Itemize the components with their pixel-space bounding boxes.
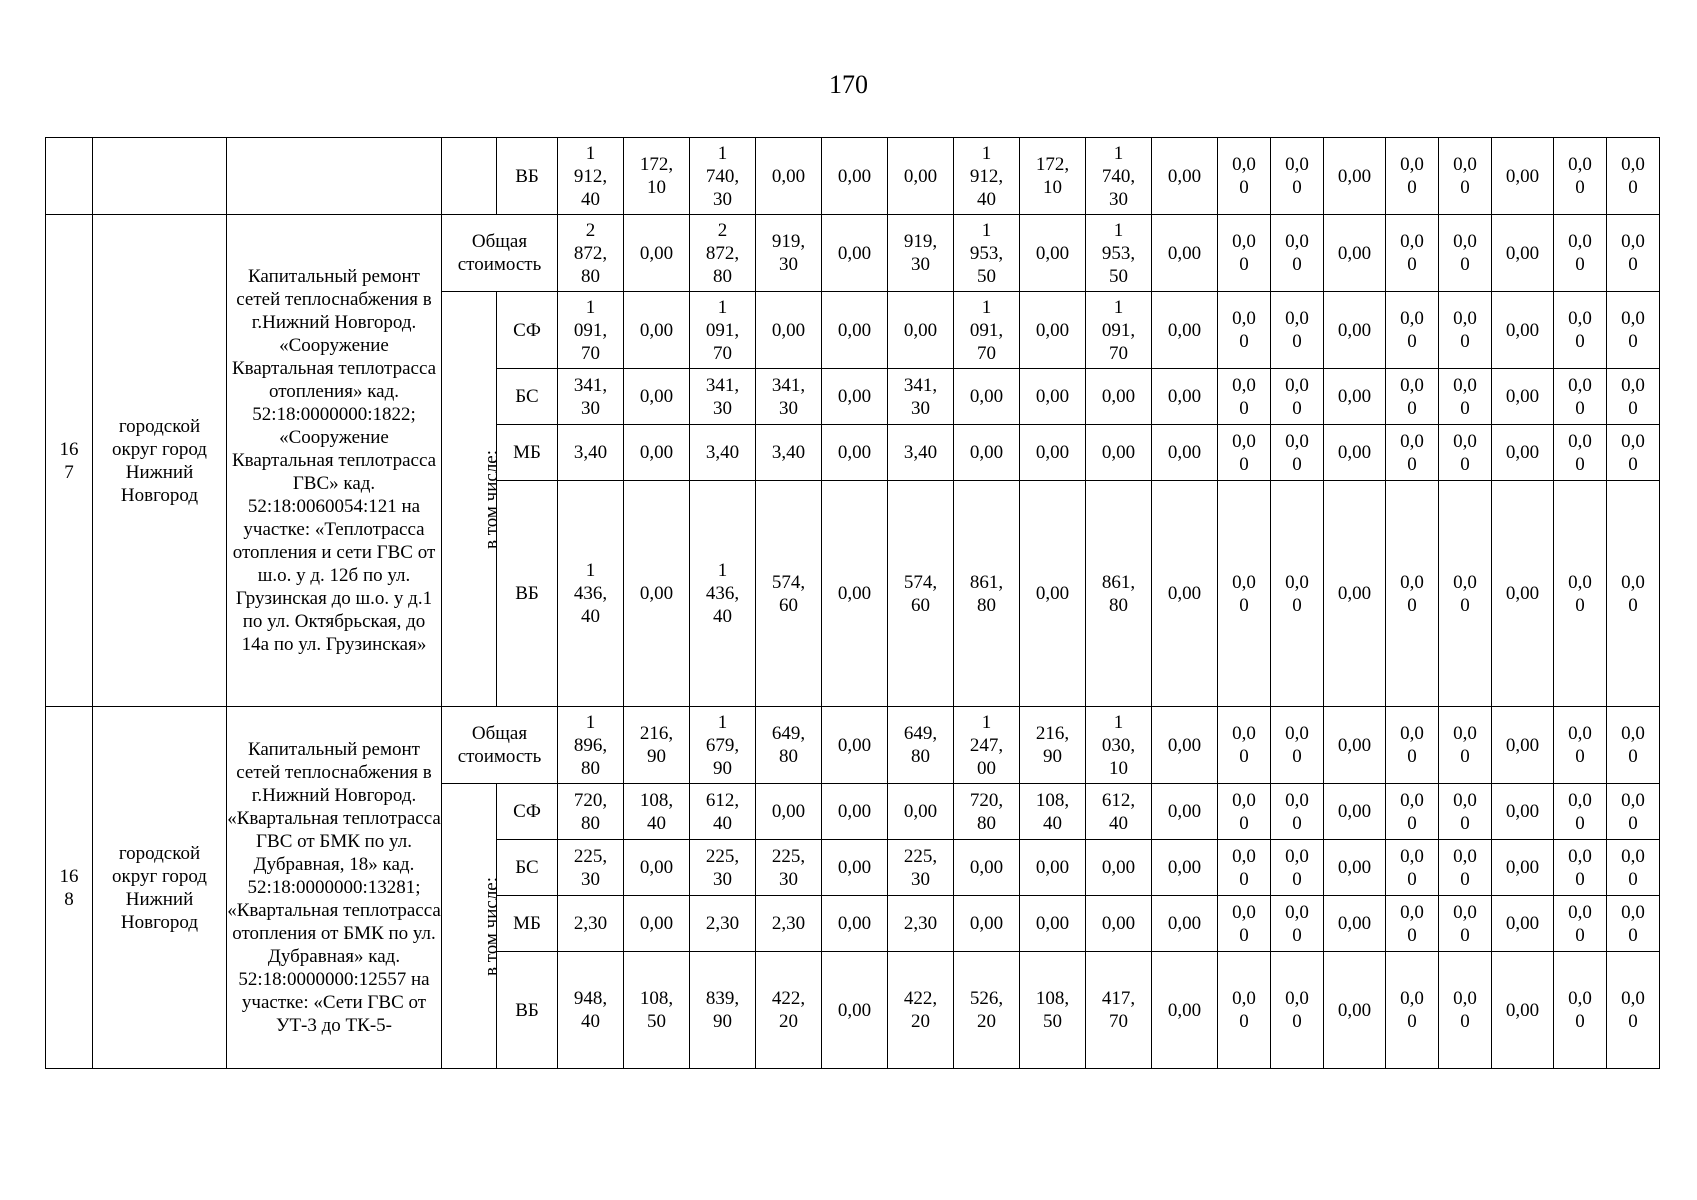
value-cell: 0,00 bbox=[624, 292, 690, 369]
value-cell: 720, 80 bbox=[558, 784, 624, 840]
value-cell: 0,0 0 bbox=[1386, 369, 1439, 425]
value-cell: 0,00 bbox=[1324, 425, 1386, 481]
value-cell: 0,00 bbox=[1492, 292, 1554, 369]
value-cell: 0,00 bbox=[1152, 481, 1218, 707]
value-cell: 0,0 0 bbox=[1554, 952, 1607, 1069]
value-cell: 0,0 0 bbox=[1271, 425, 1324, 481]
value-cell: 0,00 bbox=[624, 425, 690, 481]
total-label-cell: Общая стоимость bbox=[442, 215, 558, 292]
source-cell: ВБ bbox=[497, 138, 558, 215]
table-row bbox=[46, 215, 1660, 292]
value-cell: 0,00 bbox=[624, 369, 690, 425]
municipality-cell: городской округ город Нижний Новгород bbox=[93, 707, 227, 1069]
value-cell: 1 030, 10 bbox=[1086, 707, 1152, 784]
value-cell: 0,00 bbox=[1492, 369, 1554, 425]
value-cell: 0,0 0 bbox=[1271, 369, 1324, 425]
value-cell: 172, 10 bbox=[624, 138, 690, 215]
including-label-cell bbox=[442, 784, 503, 1069]
value-cell: 0,00 bbox=[822, 481, 888, 707]
value-cell: 341, 30 bbox=[756, 369, 822, 425]
value-cell: 0,00 bbox=[822, 896, 888, 952]
value-cell: 0,00 bbox=[1492, 784, 1554, 840]
value-cell: 0,00 bbox=[954, 896, 1020, 952]
value-cell: 0,00 bbox=[822, 215, 888, 292]
value-cell: 216, 90 bbox=[1020, 707, 1086, 784]
value-cell: 1 091, 70 bbox=[558, 292, 624, 369]
value-cell: 1 436, 40 bbox=[558, 481, 624, 707]
value-cell: 0,0 0 bbox=[1218, 784, 1271, 840]
value-cell: 0,0 0 bbox=[1439, 425, 1492, 481]
value-cell: 0,00 bbox=[1324, 138, 1386, 215]
value-cell: 0,0 0 bbox=[1554, 481, 1607, 707]
source-cell: МБ bbox=[497, 896, 558, 952]
value-cell: 0,00 bbox=[1492, 138, 1554, 215]
value-cell: 0,00 bbox=[888, 784, 954, 840]
value-cell: 1 740, 30 bbox=[690, 138, 756, 215]
value-cell: 1 247, 00 bbox=[954, 707, 1020, 784]
value-cell: 0,0 0 bbox=[1554, 369, 1607, 425]
value-cell: 3,40 bbox=[756, 425, 822, 481]
value-cell: 172, 10 bbox=[1020, 138, 1086, 215]
value-cell: 0,00 bbox=[1020, 292, 1086, 369]
value-cell: 1 091, 70 bbox=[690, 292, 756, 369]
value-cell: 0,00 bbox=[1020, 369, 1086, 425]
value-cell: 0,00 bbox=[1086, 840, 1152, 896]
value-cell: 0,0 0 bbox=[1439, 138, 1492, 215]
value-cell: 225, 30 bbox=[690, 840, 756, 896]
value-cell: 2 872, 80 bbox=[558, 215, 624, 292]
value-cell: 0,00 bbox=[1492, 707, 1554, 784]
value-cell: 0,00 bbox=[1324, 707, 1386, 784]
value-cell: 0,00 bbox=[624, 896, 690, 952]
value-cell: 0,00 bbox=[1020, 840, 1086, 896]
value-cell: 0,0 0 bbox=[1439, 215, 1492, 292]
value-cell: 0,0 0 bbox=[1218, 292, 1271, 369]
value-cell: 0,00 bbox=[822, 425, 888, 481]
value-cell: 225, 30 bbox=[888, 840, 954, 896]
value-cell: 0,00 bbox=[1492, 425, 1554, 481]
value-cell: 0,0 0 bbox=[1439, 896, 1492, 952]
value-cell: 0,00 bbox=[1492, 840, 1554, 896]
value-cell: 108, 40 bbox=[1020, 784, 1086, 840]
value-cell: 0,0 0 bbox=[1386, 215, 1439, 292]
value-cell: 1 896, 80 bbox=[558, 707, 624, 784]
value-cell: 0,00 bbox=[1152, 369, 1218, 425]
value-cell: 0,0 0 bbox=[1218, 896, 1271, 952]
description-cell: Капитальный ремонт сетей теплоснабжения в г.Нижний Новгород. «Квартальная теплотрасса ГВС от БМК по ул. Дубравная, 18» кад. 52:18:0000000:13281; «Квартальная теплотрасса отопления от БМК по ул. Дубравная» кад. 52:18:0000000:12557 на участке: «Сети ГВС от УТ-3 до ТК-5- bbox=[227, 707, 442, 1069]
including-label-cell bbox=[442, 292, 503, 707]
value-cell: 0,00 bbox=[1324, 840, 1386, 896]
value-cell: 0,0 0 bbox=[1271, 707, 1324, 784]
value-cell: 0,0 0 bbox=[1271, 138, 1324, 215]
value-cell: 225, 30 bbox=[756, 840, 822, 896]
value-cell: 0,00 bbox=[1492, 952, 1554, 1069]
value-cell: 0,0 0 bbox=[1607, 369, 1660, 425]
value-cell: 0,00 bbox=[822, 707, 888, 784]
value-cell: 0,0 0 bbox=[1607, 952, 1660, 1069]
value-cell: 861, 80 bbox=[954, 481, 1020, 707]
value-cell: 0,0 0 bbox=[1439, 784, 1492, 840]
value-cell: 0,0 0 bbox=[1607, 784, 1660, 840]
value-cell: 0,00 bbox=[1492, 215, 1554, 292]
value-cell: 0,00 bbox=[1324, 292, 1386, 369]
value-cell: 612, 40 bbox=[1086, 784, 1152, 840]
value-cell: 0,0 0 bbox=[1386, 292, 1439, 369]
value-cell: 0,00 bbox=[1152, 215, 1218, 292]
value-cell: 0,00 bbox=[888, 292, 954, 369]
value-cell: 0,00 bbox=[1152, 138, 1218, 215]
value-cell: 2,30 bbox=[888, 896, 954, 952]
total-label-cell: Общая стоимость bbox=[442, 707, 558, 784]
value-cell: 0,00 bbox=[756, 292, 822, 369]
value-cell: 3,40 bbox=[690, 425, 756, 481]
value-cell: 0,0 0 bbox=[1554, 215, 1607, 292]
value-cell: 0,00 bbox=[1020, 481, 1086, 707]
value-cell: 2,30 bbox=[690, 896, 756, 952]
value-cell: 649, 80 bbox=[888, 707, 954, 784]
municipality-cell bbox=[93, 138, 227, 215]
value-cell: 3,40 bbox=[888, 425, 954, 481]
value-cell: 1 953, 50 bbox=[1086, 215, 1152, 292]
value-cell: 0,0 0 bbox=[1554, 292, 1607, 369]
value-cell: 0,00 bbox=[1152, 707, 1218, 784]
value-cell: 0,00 bbox=[1152, 784, 1218, 840]
value-cell: 0,0 0 bbox=[1607, 138, 1660, 215]
value-cell: 341, 30 bbox=[558, 369, 624, 425]
value-cell: 0,0 0 bbox=[1218, 369, 1271, 425]
value-cell: 0,0 0 bbox=[1218, 215, 1271, 292]
value-cell: 0,0 0 bbox=[1439, 840, 1492, 896]
value-cell: 839, 90 bbox=[690, 952, 756, 1069]
value-cell: 0,0 0 bbox=[1271, 896, 1324, 952]
value-cell: 0,0 0 bbox=[1218, 952, 1271, 1069]
value-cell: 2,30 bbox=[756, 896, 822, 952]
value-cell: 0,0 0 bbox=[1218, 481, 1271, 707]
entry-number-cell: 16 8 bbox=[46, 707, 93, 1069]
value-cell: 0,00 bbox=[1324, 215, 1386, 292]
value-cell: 3,40 bbox=[558, 425, 624, 481]
value-cell: 0,0 0 bbox=[1386, 952, 1439, 1069]
value-cell: 1 740, 30 bbox=[1086, 138, 1152, 215]
value-cell: 0,00 bbox=[888, 138, 954, 215]
value-cell: 0,0 0 bbox=[1271, 292, 1324, 369]
value-cell: 0,00 bbox=[1020, 896, 1086, 952]
value-cell: 0,0 0 bbox=[1439, 481, 1492, 707]
value-cell: 0,00 bbox=[1324, 481, 1386, 707]
value-cell: 0,0 0 bbox=[1386, 840, 1439, 896]
value-cell: 0,00 bbox=[954, 425, 1020, 481]
including-label: в том числе: bbox=[481, 449, 503, 549]
value-cell: 0,0 0 bbox=[1439, 292, 1492, 369]
value-cell: 0,00 bbox=[822, 369, 888, 425]
description-cell: Капитальный ремонт сетей теплоснабжения в г.Нижний Новгород. «Сооружение Квартальная теплотрасса отопления» кад. 52:18:0000000:1822; «Сооружение Квартальная теплотрасса ГВС» кад. 52:18:0060054:121 на участке: «Теплотрасса отопления и сети ГВС от ш.о. у д. 12б по ул. Грузинская до ш.о. у д.1 по ул. Октябрьская, до 14а по ул. Грузинская» bbox=[227, 215, 442, 707]
value-cell: 422, 20 bbox=[888, 952, 954, 1069]
value-cell: 0,00 bbox=[822, 840, 888, 896]
value-cell: 0,0 0 bbox=[1386, 784, 1439, 840]
value-cell: 919, 30 bbox=[888, 215, 954, 292]
value-cell: 0,00 bbox=[1152, 840, 1218, 896]
value-cell: 417, 70 bbox=[1086, 952, 1152, 1069]
value-cell: 1 912, 40 bbox=[954, 138, 1020, 215]
value-cell: 225, 30 bbox=[558, 840, 624, 896]
value-cell: 2 872, 80 bbox=[690, 215, 756, 292]
value-cell: 0,00 bbox=[1324, 952, 1386, 1069]
value-cell: 341, 30 bbox=[690, 369, 756, 425]
value-cell: 0,0 0 bbox=[1607, 425, 1660, 481]
source-cell: ВБ bbox=[497, 952, 558, 1069]
value-cell: 0,00 bbox=[822, 952, 888, 1069]
value-cell: 422, 20 bbox=[756, 952, 822, 1069]
value-cell: 0,0 0 bbox=[1607, 707, 1660, 784]
source-cell: СФ bbox=[497, 784, 558, 840]
value-cell: 0,0 0 bbox=[1554, 784, 1607, 840]
value-cell: 0,00 bbox=[1020, 215, 1086, 292]
value-cell: 1 091, 70 bbox=[1086, 292, 1152, 369]
value-cell: 0,0 0 bbox=[1386, 896, 1439, 952]
source-cell: СФ bbox=[497, 292, 558, 369]
municipality-cell: городской округ город Нижний Новгород bbox=[93, 215, 227, 707]
description-cell bbox=[227, 138, 442, 215]
value-cell: 1 953, 50 bbox=[954, 215, 1020, 292]
value-cell: 0,00 bbox=[954, 369, 1020, 425]
value-cell: 0,0 0 bbox=[1607, 896, 1660, 952]
value-cell: 0,00 bbox=[1086, 369, 1152, 425]
value-cell: 0,0 0 bbox=[1386, 707, 1439, 784]
value-cell: 0,0 0 bbox=[1554, 707, 1607, 784]
value-cell: 0,0 0 bbox=[1554, 896, 1607, 952]
value-cell: 108, 50 bbox=[624, 952, 690, 1069]
value-cell: 0,0 0 bbox=[1218, 138, 1271, 215]
value-cell: 0,00 bbox=[1492, 481, 1554, 707]
value-cell: 2,30 bbox=[558, 896, 624, 952]
value-cell: 0,00 bbox=[1020, 425, 1086, 481]
value-cell: 0,0 0 bbox=[1271, 481, 1324, 707]
value-cell: 0,0 0 bbox=[1271, 840, 1324, 896]
value-cell: 0,00 bbox=[822, 784, 888, 840]
value-cell: 0,00 bbox=[1324, 896, 1386, 952]
value-cell: 0,0 0 bbox=[1607, 481, 1660, 707]
value-cell: 0,0 0 bbox=[1439, 369, 1492, 425]
value-cell: 0,00 bbox=[1324, 784, 1386, 840]
value-cell: 0,0 0 bbox=[1271, 215, 1324, 292]
value-cell: 0,00 bbox=[624, 840, 690, 896]
value-cell: 0,00 bbox=[624, 481, 690, 707]
source-cell: МБ bbox=[497, 425, 558, 481]
value-cell: 0,00 bbox=[822, 292, 888, 369]
value-cell: 0,0 0 bbox=[1271, 784, 1324, 840]
value-cell: 0,00 bbox=[1086, 425, 1152, 481]
value-cell: 574, 60 bbox=[756, 481, 822, 707]
value-cell: 0,00 bbox=[1086, 896, 1152, 952]
value-cell: 0,00 bbox=[1492, 896, 1554, 952]
value-cell: 0,00 bbox=[822, 138, 888, 215]
value-cell: 0,0 0 bbox=[1607, 840, 1660, 896]
value-cell: 108, 50 bbox=[1020, 952, 1086, 1069]
value-cell: 0,0 0 bbox=[1386, 425, 1439, 481]
value-cell: 0,00 bbox=[624, 215, 690, 292]
source-cell: БС bbox=[497, 840, 558, 896]
value-cell: 0,0 0 bbox=[1554, 425, 1607, 481]
value-cell: 1 091, 70 bbox=[954, 292, 1020, 369]
entry-number-cell: 16 7 bbox=[46, 215, 93, 707]
value-cell: 0,00 bbox=[756, 138, 822, 215]
value-cell: 612, 40 bbox=[690, 784, 756, 840]
value-cell: 216, 90 bbox=[624, 707, 690, 784]
value-cell: 0,0 0 bbox=[1607, 215, 1660, 292]
value-cell: 1 679, 90 bbox=[690, 707, 756, 784]
value-cell: 0,00 bbox=[756, 784, 822, 840]
value-cell: 1 436, 40 bbox=[690, 481, 756, 707]
value-cell: 0,00 bbox=[1152, 292, 1218, 369]
value-cell: 0,00 bbox=[1324, 369, 1386, 425]
value-cell: 948, 40 bbox=[558, 952, 624, 1069]
value-cell: 0,0 0 bbox=[1554, 138, 1607, 215]
source-cell: ВБ bbox=[497, 481, 558, 707]
value-cell: 861, 80 bbox=[1086, 481, 1152, 707]
value-cell: 341, 30 bbox=[888, 369, 954, 425]
financing-table bbox=[45, 137, 1660, 1069]
table-row bbox=[46, 707, 1660, 784]
value-cell: 0,0 0 bbox=[1218, 707, 1271, 784]
value-cell: 108, 40 bbox=[624, 784, 690, 840]
value-cell: 0,0 0 bbox=[1218, 840, 1271, 896]
including-label-cell bbox=[442, 138, 497, 215]
value-cell: 0,00 bbox=[1152, 425, 1218, 481]
value-cell: 0,0 0 bbox=[1554, 840, 1607, 896]
table-row bbox=[46, 138, 1660, 215]
value-cell: 0,00 bbox=[1152, 952, 1218, 1069]
page-number: 170 bbox=[829, 70, 868, 99]
value-cell: 0,0 0 bbox=[1386, 481, 1439, 707]
including-label: в том числе: bbox=[481, 876, 503, 976]
value-cell: 526, 20 bbox=[954, 952, 1020, 1069]
value-cell: 0,0 0 bbox=[1271, 952, 1324, 1069]
table-body bbox=[46, 138, 1660, 1069]
value-cell: 0,00 bbox=[1152, 896, 1218, 952]
entry-number-cell bbox=[46, 138, 93, 215]
value-cell: 0,00 bbox=[954, 840, 1020, 896]
value-cell: 0,0 0 bbox=[1439, 707, 1492, 784]
value-cell: 649, 80 bbox=[756, 707, 822, 784]
value-cell: 0,0 0 bbox=[1439, 952, 1492, 1069]
value-cell: 0,0 0 bbox=[1607, 292, 1660, 369]
value-cell: 0,0 0 bbox=[1218, 425, 1271, 481]
value-cell: 919, 30 bbox=[756, 215, 822, 292]
value-cell: 1 912, 40 bbox=[558, 138, 624, 215]
value-cell: 720, 80 bbox=[954, 784, 1020, 840]
value-cell: 574, 60 bbox=[888, 481, 954, 707]
source-cell: БС bbox=[497, 369, 558, 425]
value-cell: 0,0 0 bbox=[1386, 138, 1439, 215]
